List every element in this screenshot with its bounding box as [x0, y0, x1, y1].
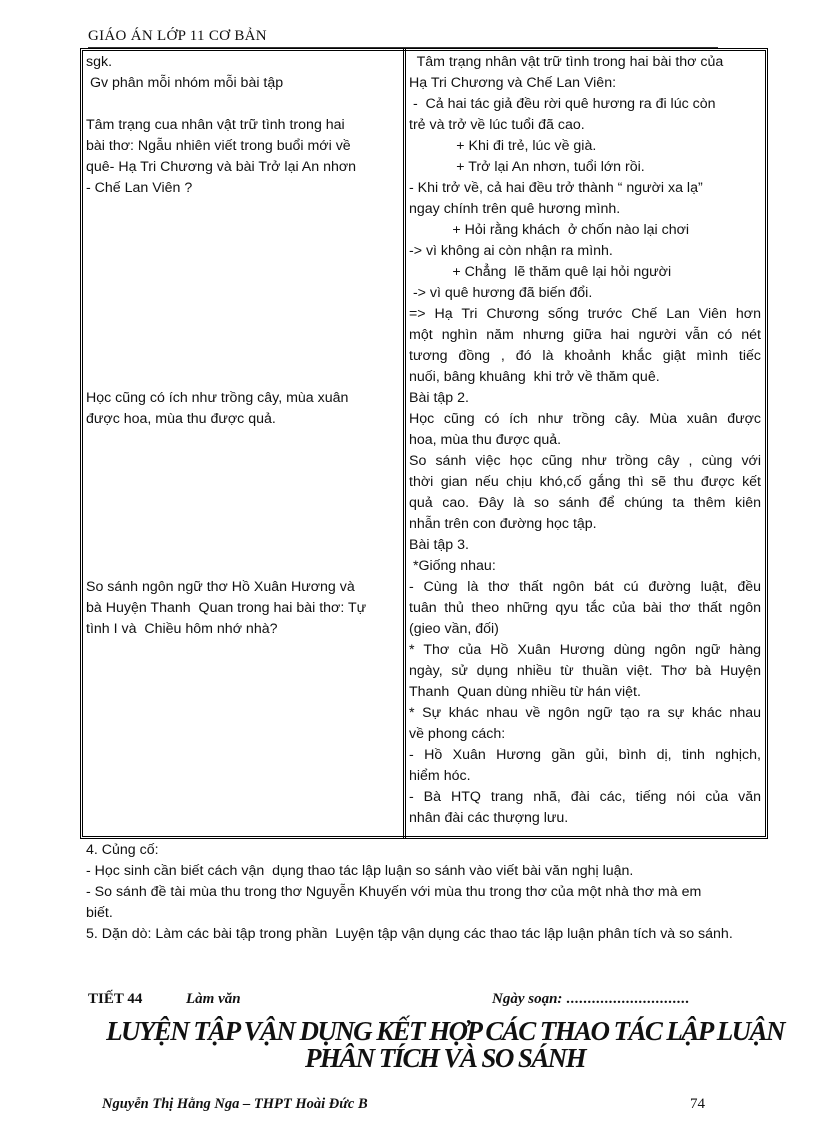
column-divider: [403, 48, 406, 839]
content-column: [409, 52, 761, 829]
text-line: - Hồ Xuân Hương gần gủi, bình dị, tinh nghịch,: [409, 747, 761, 763]
text-line: + Khi đi trẻ, lúc về già.: [409, 138, 597, 154]
text-line: *Giống nhau:: [409, 558, 496, 574]
text-line: [86, 535, 398, 556]
text-line: - Cả hai tác giả đều rời quê hương ra đi lúc còn: [409, 96, 716, 112]
text-line: hiểm hóc.: [409, 768, 471, 784]
text-line: tuân thủ theo những qyu tắc của bài thơ thất ngôn: [409, 600, 761, 616]
text-line: sgk.: [86, 54, 113, 70]
text-line: một nghìn năm nhưng giữa hai người vẫn có nét: [409, 327, 761, 343]
text-line: -> vì không ai còn nhận ra mình.: [409, 243, 613, 259]
text-line: [86, 241, 398, 262]
text-line: nuối, bâng khuâng khi trở về thăm quê.: [409, 369, 660, 385]
document-header: GIÁO ÁN LỚP 11 CƠ BẢN: [88, 28, 718, 48]
text-line: Tâm trạng nhân vật trữ tình trong hai bài thơ của: [409, 54, 724, 70]
text-line: + Trở lại An nhơn, tuổi lớn rồi.: [409, 159, 645, 175]
text-line: hoa, mùa thu được quả.: [409, 432, 562, 448]
text-line: 4. Củng cố:: [86, 842, 159, 858]
text-line: bài thơ: Ngẫu nhiên viết trong buổi mới về: [86, 138, 351, 154]
text-line: thời gian nếu chịu khó,cố gắng thì sẽ thu được kết: [409, 474, 761, 490]
text-line: [86, 304, 398, 325]
lesson-title-line-1: LUYỆN TẬP VẬN DỤNG KẾT HỢP CÁC THAO TÁC LẬP LUẬN: [106, 1016, 784, 1046]
text-line: + Hỏi rằng khách ở chốn nào lại chơi: [409, 222, 690, 238]
text-line: -> vì quê hương đã biến đổi.: [409, 285, 593, 301]
text-line: - Khi trở về, cả hai đều trở thành “ người xa lạ”: [409, 180, 703, 196]
text-line: - Cùng là thơ thất ngôn bát cú đường luật, đều: [409, 579, 761, 595]
text-line: - Bà HTQ trang nhã, đài các, tiếng nói của văn: [409, 789, 761, 805]
text-line: về phong cách:: [409, 726, 506, 742]
text-line: (gieo vần, đối): [409, 621, 499, 637]
lesson-info-row: [88, 991, 698, 1013]
text-line: [86, 472, 398, 493]
text-line: [86, 493, 398, 514]
text-line: - So sánh đề tài mùa thu trong thơ Nguyễn Khuyến với mùa thu trong thơ của một nhà thơ mà em: [86, 884, 702, 900]
text-line: [86, 220, 398, 241]
text-line: + Chẳng lẽ thăm quê lại hỏi người: [409, 264, 672, 280]
text-line: Bài tập 2.: [409, 390, 469, 406]
lesson-type: Làm văn: [186, 991, 241, 1007]
text-line: - Chế Lan Viên ?: [86, 180, 193, 196]
text-line: [86, 346, 398, 367]
text-line: Học cũng có ích như trồng cây. Mùa xuân được: [409, 411, 761, 427]
text-line: - Học sinh cần biết cách vận dụng thao tác lập luận so sánh vào viết bài văn nghị luận.: [86, 863, 634, 879]
text-line: Học cũng có ích như trồng cây, mùa xuân: [86, 390, 349, 406]
text-line: nhân đài các thượng lưu.: [409, 810, 569, 826]
footer-author: Nguyễn Thị Hằng Nga – THPT Hoài Đức B: [102, 1096, 368, 1112]
text-line: quả cao. Đây là so sánh để chúng ta thêm kiên: [409, 495, 761, 511]
text-line: tình I và Chiều hôm nhớ nhà?: [86, 621, 278, 637]
text-line: So sánh ngôn ngữ thơ Hồ Xuân Hương và: [86, 579, 355, 595]
page-number: 74: [690, 1096, 705, 1112]
text-line: được hoa, mùa thu được quả.: [86, 411, 276, 427]
text-line: * Sự khác nhau về ngôn ngữ tạo ra sự khác nhau: [409, 705, 761, 721]
preparation-date: Ngày soạn: .............................: [492, 991, 690, 1007]
text-line: [86, 514, 398, 535]
text-line: 5. Dặn dò: Làm các bài tập trong phần Luyện tập vận dụng các thao tác lập luận phân tích và so sánh.: [86, 926, 733, 942]
text-line: So sánh việc học cũng như trồng cây , cùng với: [409, 453, 761, 469]
text-line: [86, 430, 398, 451]
text-line: Thanh Quan dùng nhiều từ hán việt.: [409, 684, 641, 700]
lesson-title-line-2: PHÂN TÍCH VÀ SO SÁNH: [304, 1043, 586, 1073]
lesson-title: [100, 1018, 790, 1072]
text-line: [86, 199, 398, 220]
text-line: quê- Hạ Tri Chương và bài Trở lại An nhơn: [86, 159, 357, 175]
text-line: bà Huyện Thanh Quan trong hai bài thơ: Tự: [86, 600, 367, 616]
text-line: ngay chính trên quê hương mình.: [409, 201, 621, 217]
text-line: Hạ Tri Chương và Chế Lan Viên:: [409, 75, 617, 91]
text-line: [86, 94, 398, 115]
teacher-activity-column: [86, 52, 398, 640]
text-line: Bài tập 3.: [409, 537, 469, 553]
text-line: [86, 367, 398, 388]
text-line: [86, 262, 398, 283]
text-line: ngày, sử dụng nhiều từ thuần việt. Thơ bà Huyện: [409, 663, 761, 679]
text-line: [86, 451, 398, 472]
text-line: biết.: [86, 905, 113, 921]
text-line: [86, 325, 398, 346]
text-line: Tâm trạng cua nhân vật trữ tình trong hai: [86, 117, 345, 133]
text-line: [86, 283, 398, 304]
consolidation-section: [86, 840, 798, 945]
text-line: * Thơ của Hồ Xuân Hương dùng ngôn ngữ hàng: [409, 642, 761, 658]
text-line: nhẫn trên con đường học tập.: [409, 516, 597, 532]
text-line: => Hạ Tri Chương sống trước Chế Lan Viên hơn: [409, 306, 761, 322]
lesson-number: TIẾT 44: [88, 991, 143, 1007]
text-line: Gv phân mỗi nhóm mỗi bài tập: [86, 75, 284, 91]
text-line: [86, 556, 398, 577]
text-line: trẻ và trở về lúc tuổi đã cao.: [409, 117, 585, 133]
text-line: tương đồng , đó là khoảnh khắc giật mình tiếc: [409, 348, 761, 364]
